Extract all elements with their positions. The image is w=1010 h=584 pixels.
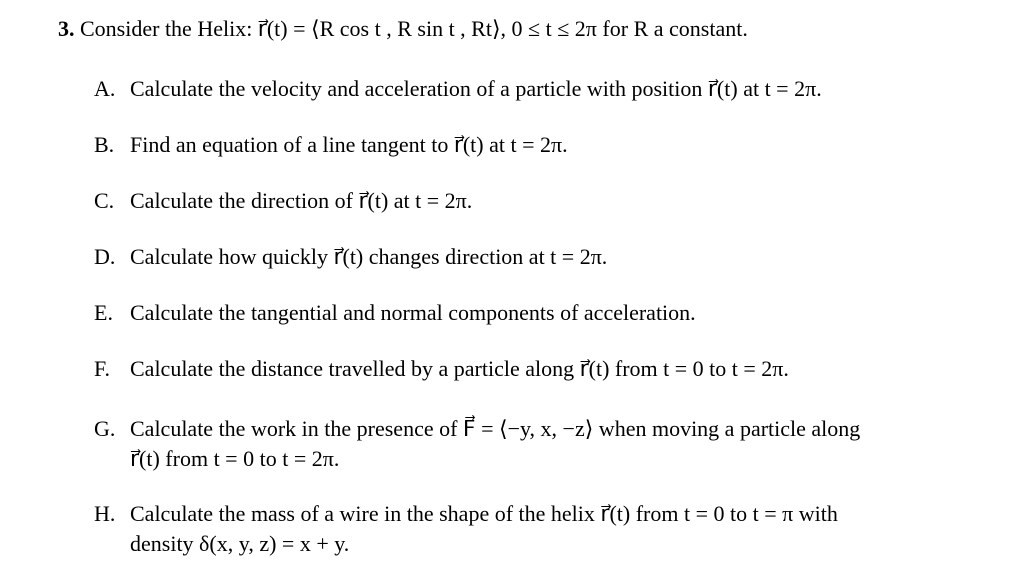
item-letter: B. <box>94 132 115 157</box>
item-letter: F. <box>94 356 110 381</box>
question-item-g <box>94 414 860 474</box>
item-text: Calculate the mass of a wire in the shape of the helix r⃗(t) from t = 0 to t = π with <box>130 501 838 526</box>
item-text: Calculate the tangential and normal components of acceleration. <box>130 300 696 325</box>
problem-statement: Consider the Helix: r⃗(t) = ⟨R cos t , R sin t , Rt⟩, 0 ≤ t ≤ 2π for R a constant. <box>80 16 748 41</box>
item-text: Find an equation of a line tangent to r⃗(t) at t = 2π. <box>130 132 568 157</box>
item-text: Calculate the velocity and acceleration of a particle with position r⃗(t) at t = 2π. <box>130 76 822 101</box>
question-item-b <box>94 130 568 160</box>
item-letter: C. <box>94 188 115 213</box>
item-letter: G. <box>94 416 116 441</box>
item-letter: E. <box>94 300 113 325</box>
question-item-a <box>94 74 822 104</box>
item-text: Calculate how quickly r⃗(t) changes direction at t = 2π. <box>130 244 608 269</box>
item-letter: D. <box>94 244 116 269</box>
item-text: Calculate the direction of r⃗(t) at t = 2π. <box>130 188 473 213</box>
question-item-d <box>94 242 607 272</box>
item-text: Calculate the distance travelled by a particle along r⃗(t) from t = 0 to t = 2π. <box>130 356 789 381</box>
question-item-c <box>94 186 472 216</box>
item-text-continuation: r⃗(t) from t = 0 to t = 2π. <box>130 446 340 471</box>
item-text: Calculate the work in the presence of F⃗ = ⟨−y, x, −z⟩ when moving a particle along <box>130 416 861 441</box>
problem-number: 3. <box>58 16 75 41</box>
problem-heading <box>58 14 748 44</box>
question-item-e <box>94 298 696 328</box>
item-letter: A. <box>94 76 116 101</box>
question-item-f <box>94 354 789 384</box>
item-text-continuation: density δ(x, y, z) = x + y. <box>130 531 350 556</box>
question-item-h <box>94 499 838 559</box>
item-letter: H. <box>94 501 116 526</box>
